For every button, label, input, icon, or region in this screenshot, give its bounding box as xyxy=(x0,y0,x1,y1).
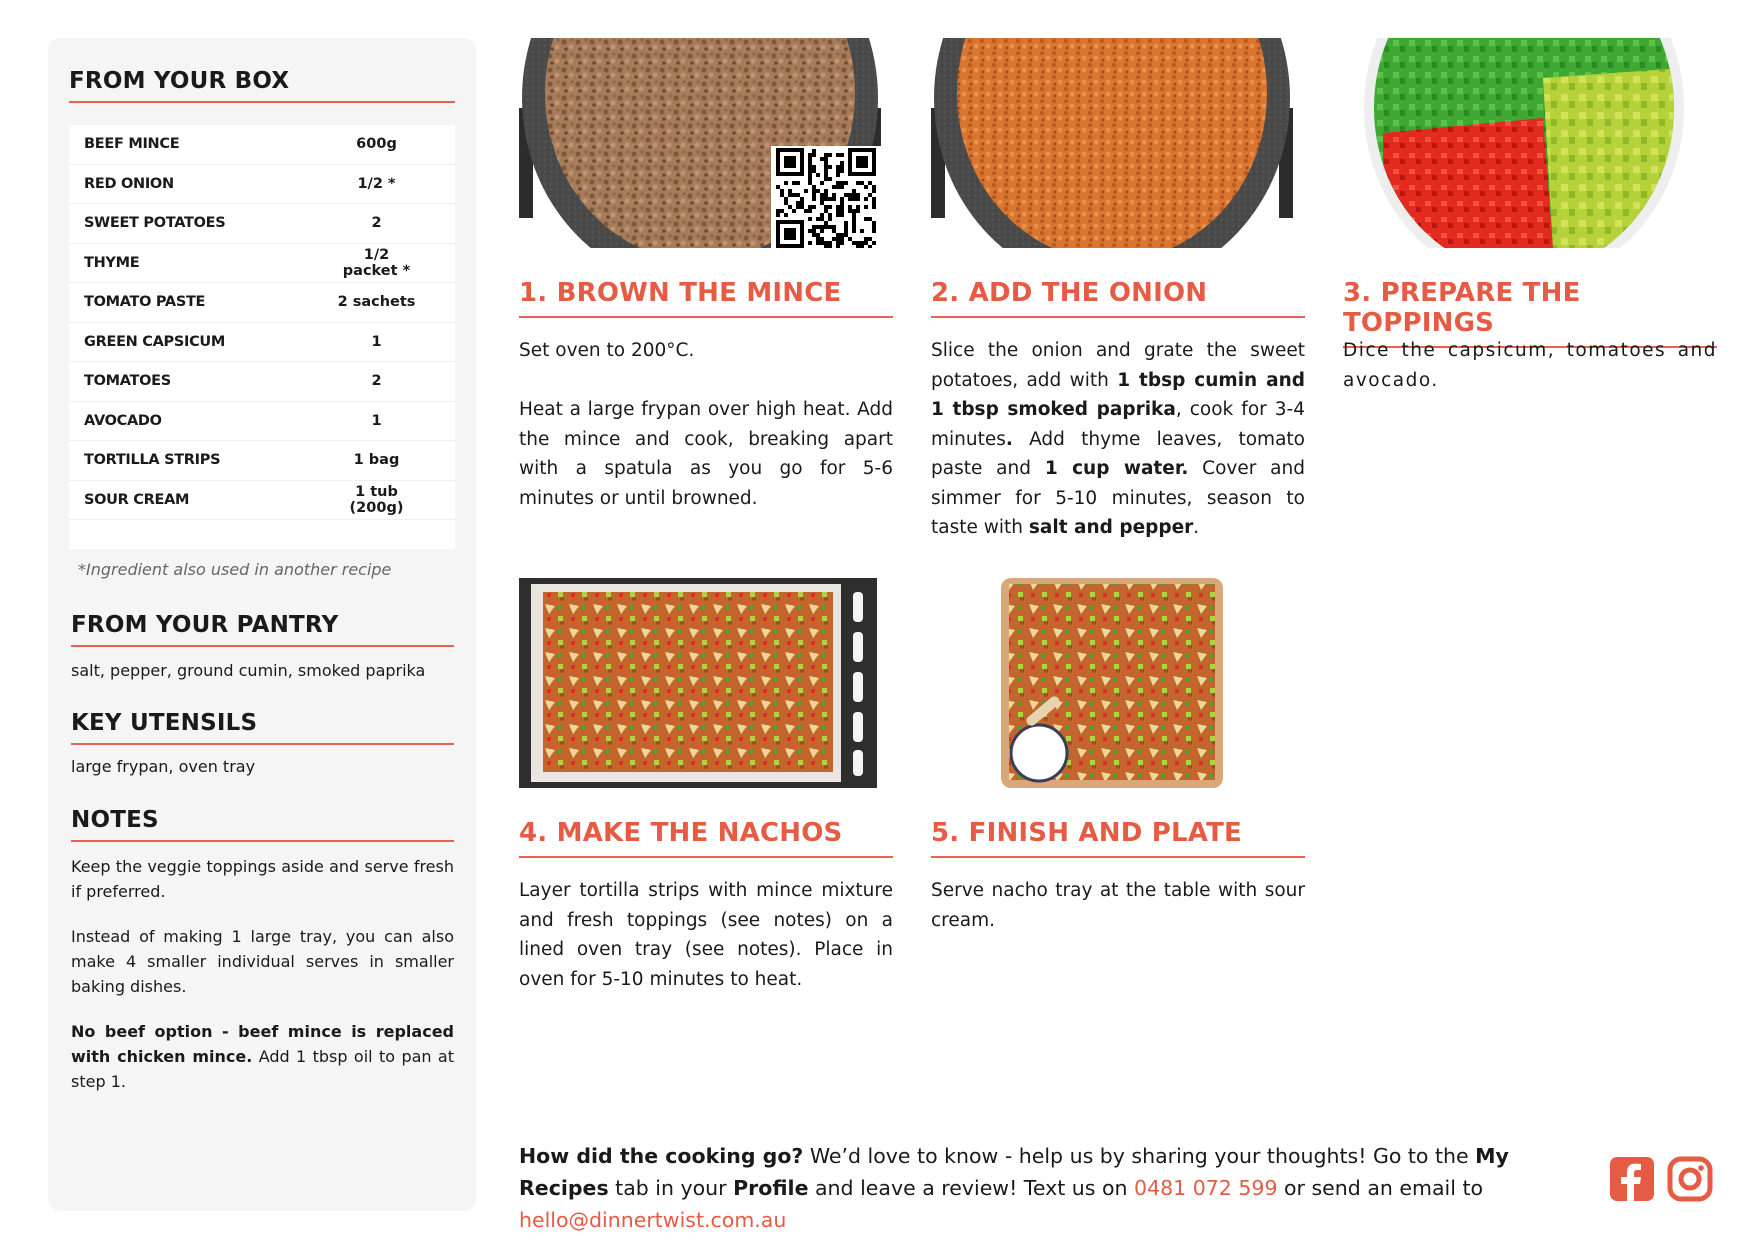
ingredient-name: TOMATOES xyxy=(84,373,171,390)
facebook-icon[interactable] xyxy=(1608,1155,1656,1203)
ingredient-name: AVOCADO xyxy=(84,412,162,429)
ingredient-quantity: 1/2 packet * xyxy=(342,246,411,279)
step-5-body: Serve nacho tray at the table with sour cream. xyxy=(931,880,1305,931)
step-2-title: 2. ADD THE ONION xyxy=(931,278,1305,318)
notes-heading: NOTES xyxy=(71,807,454,842)
instagram-icon[interactable] xyxy=(1666,1155,1714,1203)
step-4-body: Layer tortilla strips with mince mixture and fresh toppings (see notes) on a lined oven tray (see notes). Place in oven for 5-10 minutes to heat. xyxy=(519,880,893,990)
ingredient-quantity: 1 xyxy=(371,412,382,429)
ingredient-row xyxy=(69,204,455,244)
ingredient-name: TORTILLA STRIPS xyxy=(84,452,221,469)
ingredient-footnote: *Ingredient also used in another recipe xyxy=(78,560,392,579)
toppings-photo xyxy=(1343,38,1705,248)
ingredient-row xyxy=(69,323,455,363)
ingredient-row xyxy=(69,441,455,481)
ingredient-row xyxy=(69,402,455,442)
brown-mince-photo xyxy=(519,38,881,248)
ingredient-name: THYME xyxy=(84,254,140,271)
notes-paragraph-3: No beef option - beef mince is replaced with chicken mince. Add 1 tbsp oil to pan at step 1. xyxy=(71,1022,455,1091)
ingredient-quantity: 2 xyxy=(371,215,382,232)
phone-number-link[interactable]: 0481 072 599 xyxy=(1134,1176,1278,1200)
pantry-list: salt, pepper, ground cumin, smoked paprika xyxy=(71,661,426,680)
ingredient-name: TOMATO PASTE xyxy=(84,294,206,311)
add-onion-photo xyxy=(931,38,1293,248)
qr-code[interactable] xyxy=(771,146,881,248)
nachos-tray-photo xyxy=(519,578,877,788)
from-your-pantry-heading: FROM YOUR PANTRY xyxy=(71,612,454,647)
ingredient-row xyxy=(69,481,455,521)
step-4-title: 4. MAKE THE NACHOS xyxy=(519,818,893,858)
ingredient-name: RED ONION xyxy=(84,175,174,192)
step-1-title: 1. BROWN THE MINCE xyxy=(519,278,893,318)
ingredient-row xyxy=(69,165,455,205)
email-link[interactable]: hello@dinnertwist.com.au xyxy=(519,1208,787,1232)
ingredient-name: BEEF MINCE xyxy=(84,136,180,153)
finished-plate-photo xyxy=(931,578,1293,788)
key-utensils-heading: KEY UTENSILS xyxy=(71,710,454,745)
step-3-body: Dice the capsicum, tomatoes and avocado. xyxy=(1343,340,1717,391)
ingredient-row xyxy=(69,244,455,284)
from-your-box-heading: FROM YOUR BOX xyxy=(69,68,455,103)
notes-paragraph-1: Keep the veggie toppings aside and serve fresh if preferred. xyxy=(71,857,454,901)
ingredient-quantity: 2 sachets xyxy=(337,294,416,311)
step-1-body: Heat a large frypan over high heat. Add the mince and cook, breaking apart with a spatula as you go for 5-6 minutes or until browned. xyxy=(519,399,893,509)
ingredient-quantity: 1/2 * xyxy=(357,175,396,192)
ingredient-quantity: 2 xyxy=(371,373,382,390)
ingredient-row xyxy=(69,125,455,165)
ingredient-quantity: 1 bag xyxy=(353,452,400,469)
ingredient-row xyxy=(69,362,455,402)
ingredient-name: GREEN CAPSICUM xyxy=(84,333,226,350)
ingredient-quantity: 1 tub (200g) xyxy=(349,483,404,516)
ingredients-table xyxy=(69,125,455,549)
ingredient-quantity: 600g xyxy=(356,136,397,153)
step-3-title: 3. PREPARE THE TOPPINGS xyxy=(1343,278,1717,348)
ingredient-row xyxy=(69,283,455,323)
notes-no-beef-option: No beef option - beef mince is replaced with chicken mince. xyxy=(71,1022,454,1066)
utensils-list: large frypan, oven tray xyxy=(71,757,256,776)
ingredient-name: SWEET POTATOES xyxy=(84,215,226,232)
notes-paragraph-2: Instead of making 1 large tray, you can also make 4 smaller individual serves in smaller baking dishes. xyxy=(71,927,454,996)
step-2-body: Slice the onion and grate the sweet potatoes, add with 1 tbsp cumin and 1 tbsp smoked paprika, cook for 3-4 minutes. Add thyme leaves, tomato paste and 1 cup water. Cover and simmer for 5-10 minutes, season to taste with salt and pepper. xyxy=(931,340,1306,538)
ingredient-quantity: 1 xyxy=(371,333,382,350)
step-5-title: 5. FINISH AND PLATE xyxy=(931,818,1305,858)
step-1-oven: Set oven to 200°C. xyxy=(519,340,695,361)
ingredient-name: SOUR CREAM xyxy=(84,491,190,508)
feedback-message: How did the cooking go? We’d love to know - help us by sharing your thoughts! Go to the My Recipes tab in your Profile and leave a review! Text us on 0481 072 599 or send an email to hello@dinnertwist.com.au xyxy=(519,1144,1509,1232)
